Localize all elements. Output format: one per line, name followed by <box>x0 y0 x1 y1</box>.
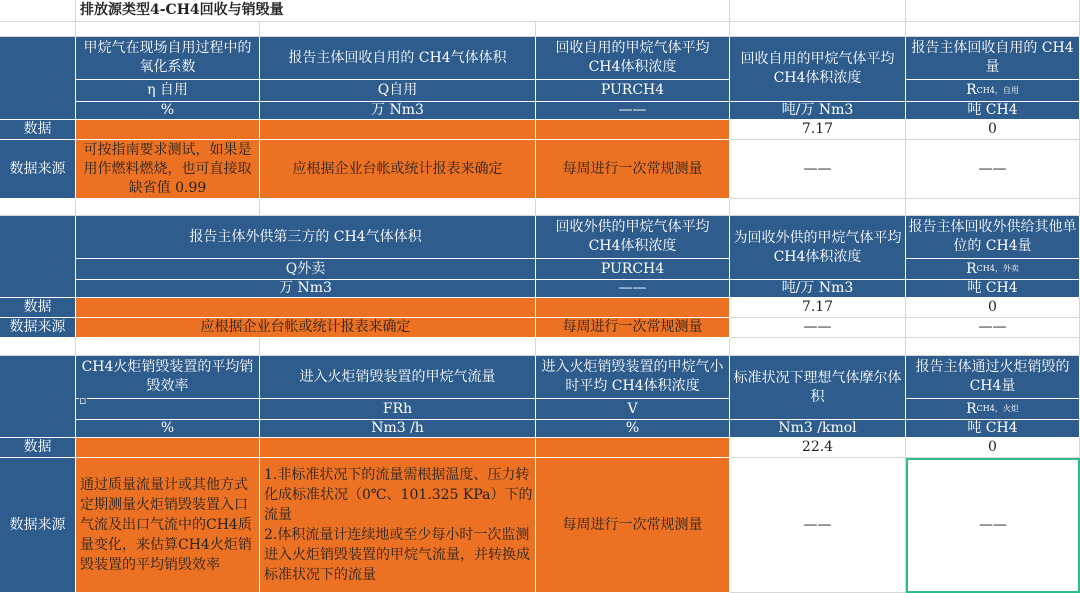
s1-symbol-r[interactable] <box>906 80 1080 102</box>
symbol-main: R <box>966 400 977 417</box>
s3-data-frh[interactable] <box>260 438 536 458</box>
s2-unit-ton-per[interactable]: 吨/万 Nm3 <box>730 280 906 298</box>
s3-source-frh[interactable]: 1.非标准状况下的流量需根据温度、压力转化成标准状况（0℃、101.325 KPa）下的流量 2.体积流量计连续地或至少每小时一次监测进入火炬销毁装置的甲烷气流量，并转换成标准状况下的流量 <box>260 458 536 593</box>
empty-cell[interactable] <box>730 199 906 216</box>
symbol-subscript: CH4，火炬 <box>976 404 1019 413</box>
section1-corner[interactable] <box>0 37 76 120</box>
cell-comment-marker-icon: ▫ <box>79 394 87 407</box>
section2-corner[interactable] <box>0 216 76 298</box>
symbol-subscript: CH4，自用 <box>976 85 1019 95</box>
s3-symbol-v[interactable]: V <box>536 399 730 420</box>
empty-cell[interactable] <box>536 199 730 216</box>
s3-symbol-r[interactable] <box>906 399 1080 420</box>
s2-unit-ton[interactable]: 吨 CH4 <box>906 280 1080 298</box>
s3-header-flow[interactable]: 进入火炬销毁装置的甲烷气流量 <box>260 356 536 399</box>
s1-header-oxidation[interactable]: 甲烷气在现场自用过程中的氧化系数 <box>76 37 260 80</box>
s3-unit-molar[interactable]: Nm3 /kmol <box>730 420 906 438</box>
s3-data-molar[interactable]: 22.4 <box>730 438 906 458</box>
s2-header-volume[interactable]: 报告主体外供第三方的 CH4气体体积 <box>76 216 536 259</box>
cell-D1[interactable] <box>536 0 730 22</box>
s3-unit-percent[interactable]: % <box>76 420 260 438</box>
s2-source-conc[interactable]: —— <box>730 318 906 338</box>
empty-cell[interactable] <box>536 338 730 356</box>
s1-data-r[interactable]: 0 <box>906 120 1080 140</box>
s1-data-purch4[interactable] <box>536 120 730 140</box>
s1-symbol-eta[interactable]: η 自用 <box>76 80 260 102</box>
s1-data-conc[interactable]: 7.17 <box>730 120 906 140</box>
s2-unit-dash[interactable]: —— <box>536 280 730 298</box>
s1-header-volume[interactable]: 报告主体回收自用的 CH4气体体积 <box>260 37 536 80</box>
s3-source-molar[interactable]: —— <box>730 458 906 593</box>
empty-cell[interactable] <box>260 22 536 37</box>
s2-row-source-label[interactable]: 数据来源 <box>0 318 76 338</box>
s2-source-q[interactable]: 应根据企业台帐或统计报表来确定 <box>76 318 536 338</box>
s3-data-v[interactable] <box>536 438 730 458</box>
empty-cell[interactable] <box>0 338 76 356</box>
s3-data-r[interactable]: 0 <box>906 438 1080 458</box>
s2-symbol-purch4[interactable]: PURCH4 <box>536 259 730 280</box>
s1-data-q[interactable] <box>260 120 536 140</box>
symbol-main: R <box>966 260 977 277</box>
s2-header-concentration[interactable]: 为回收外供的甲烷气体平均 CH4体积浓度 <box>730 216 906 280</box>
s3-source-r-selected-cell[interactable]: —— <box>906 458 1080 593</box>
s3-source-eta[interactable]: 通过质量流量计或其他方式定期测量火炬销毁装置入口气流及出口气流中的CH4质量变化，来估算CH4火炬销毁装置的平均销毁效率 <box>76 458 260 593</box>
s1-row-source-label[interactable]: 数据来源 <box>0 140 76 199</box>
s3-symbol-eta[interactable] <box>76 399 260 420</box>
s1-header-purch4[interactable]: 回收自用的甲烷气体平均 CH4体积浓度 <box>536 37 730 80</box>
s2-symbol-q[interactable]: Q外卖 <box>76 259 536 280</box>
empty-cell[interactable] <box>76 338 260 356</box>
s1-source-conc[interactable]: —— <box>730 140 906 199</box>
s3-data-eta[interactable] <box>76 438 260 458</box>
s1-header-concentration[interactable]: 回收自用的甲烷气体平均 CH4体积浓度 <box>730 37 906 102</box>
s2-header-purch4[interactable]: 回收外供的甲烷气体平均 CH4体积浓度 <box>536 216 730 259</box>
s3-row-source-label[interactable]: 数据来源 <box>0 458 76 593</box>
empty-cell[interactable] <box>76 22 260 37</box>
s1-source-r[interactable]: —— <box>906 140 1080 199</box>
s1-source-purch4[interactable]: 每周进行一次常规测量 <box>536 140 730 199</box>
s1-unit-volume[interactable]: 万 Nm3 <box>260 102 536 120</box>
s3-header-concentration[interactable]: 进入火炬销毁装置的甲烷气小时平均 CH4体积浓度 <box>536 356 730 399</box>
sheet-title[interactable]: 排放源类型4-CH4回收与销毁量 <box>76 0 536 22</box>
s1-symbol-q[interactable]: Q自用 <box>260 80 536 102</box>
empty-cell[interactable] <box>260 199 536 216</box>
s3-symbol-frh[interactable]: FRh <box>260 399 536 420</box>
s1-symbol-purch4[interactable]: PURCH4 <box>536 80 730 102</box>
cell-F1[interactable] <box>906 0 1080 22</box>
empty-cell[interactable] <box>0 199 76 216</box>
empty-cell[interactable] <box>76 199 260 216</box>
section3-corner[interactable] <box>0 356 76 438</box>
symbol-main: R <box>966 82 977 98</box>
empty-cell[interactable] <box>0 22 76 37</box>
s1-source-q[interactable]: 应根据企业台帐或统计报表来确定 <box>260 140 536 199</box>
s1-unit-ton-per[interactable]: 吨/万 Nm3 <box>730 102 906 120</box>
empty-cell[interactable] <box>536 22 730 37</box>
s3-row-data-label[interactable]: 数据 <box>0 438 76 458</box>
s1-row-data-label[interactable]: 数据 <box>0 120 76 140</box>
s2-source-purch4[interactable]: 每周进行一次常规测量 <box>536 318 730 338</box>
s2-data-r[interactable]: 0 <box>906 298 1080 318</box>
s3-header-molar-volume[interactable]: 标准状况下理想气体摩尔体积 <box>730 356 906 420</box>
s3-source-v[interactable]: 每周进行一次常规测量 <box>536 458 730 593</box>
s2-data-conc[interactable]: 7.17 <box>730 298 906 318</box>
symbol-subscript: CH4，外卖 <box>976 264 1019 273</box>
s3-unit-ton[interactable]: 吨 CH4 <box>906 420 1080 438</box>
s3-unit-flow[interactable]: Nm3 /h <box>260 420 536 438</box>
s2-source-r[interactable]: —— <box>906 318 1080 338</box>
s2-unit-volume[interactable]: 万 Nm3 <box>76 280 536 298</box>
empty-cell[interactable] <box>260 338 536 356</box>
s3-header-ch4-destroyed[interactable]: 报告主体通过火炬销毁的 CH4量 <box>906 356 1080 399</box>
s1-unit-dash[interactable]: —— <box>536 102 730 120</box>
empty-cell[interactable] <box>730 338 906 356</box>
s2-data-q[interactable] <box>76 298 536 318</box>
empty-cell[interactable] <box>730 22 906 37</box>
cell-A1[interactable] <box>0 0 76 22</box>
s1-unit-ton[interactable]: 吨 CH4 <box>906 102 1080 120</box>
s3-header-efficiency[interactable]: CH4火炬销毁装置的平均销毁效率 <box>76 356 260 399</box>
s3-unit-percent2[interactable]: % <box>536 420 730 438</box>
s2-header-ch4-amount[interactable]: 报告主体回收外供给其他单位的 CH4量 <box>906 216 1080 259</box>
s2-row-data-label[interactable]: 数据 <box>0 298 76 318</box>
empty-cell[interactable] <box>906 22 1080 37</box>
s1-header-ch4-amount[interactable]: 报告主体回收自用的 CH4量 <box>906 37 1080 80</box>
s1-unit-percent[interactable]: % <box>76 102 260 120</box>
s1-data-eta[interactable] <box>76 120 260 140</box>
empty-cell[interactable] <box>906 199 1080 216</box>
s2-symbol-r[interactable] <box>906 259 1080 280</box>
s2-data-purch4[interactable] <box>536 298 730 318</box>
empty-cell[interactable] <box>906 338 1080 356</box>
cell-E1[interactable] <box>730 0 906 22</box>
s1-source-eta[interactable]: 可按指南要求测试，如果是用作燃料燃烧，也可直接取缺省值 0.99 <box>76 140 260 199</box>
